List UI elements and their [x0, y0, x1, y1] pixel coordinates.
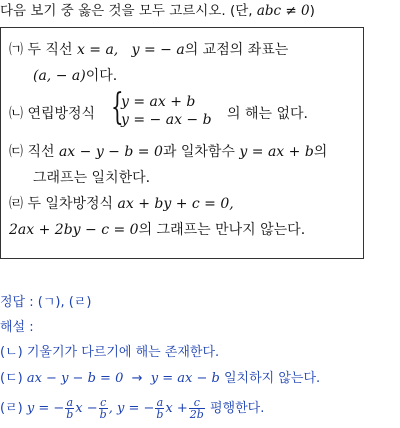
choice-1-prefix: 두 직선 — [27, 42, 77, 58]
solution-2-eq1: ax − y − b = 0 — [26, 371, 124, 386]
choice-1-eq2: y = − a — [131, 42, 185, 58]
choice-2-prefix: 연립방정식 — [27, 106, 96, 122]
choice-3-suffix: 의 — [313, 144, 328, 160]
choice-2 — [9, 105, 95, 123]
choice-4-prefix: 두 일차방정식 — [27, 196, 118, 212]
choice-3-cont: 그래프는 일치한다. — [33, 170, 151, 186]
answer-value: (ㄱ), (ㄹ) — [37, 295, 92, 310]
system-eq-2: y = − ax − b — [121, 112, 212, 128]
fraction-2: $\frac{c}{b}$ — [99, 396, 107, 421]
fraction-3: $\frac{a}{b}$ — [156, 396, 164, 421]
solution-line-3 — [0, 396, 264, 422]
solution-line-1: (ㄴ) 기울기가 다르기에 해는 존재한다. — [0, 345, 220, 360]
answer-label: 정답 : — [0, 295, 38, 310]
choice-2-marker: ㈁ — [9, 106, 23, 122]
choice-1 — [9, 41, 288, 59]
solution-line-2 — [0, 370, 320, 388]
choice-4-eq2: 2ax + 2by − c = 0 — [9, 222, 139, 238]
question-condition: abc ≠ 0 — [256, 3, 310, 19]
solution-label: 해설 : — [0, 320, 34, 335]
solution-2-arrow: → — [131, 371, 143, 386]
choice-3-eq2: y = ax + b — [239, 144, 314, 160]
choice-4-cont — [9, 221, 305, 239]
solution-3-x-minus: x − — [75, 401, 98, 416]
choice-1-cont-suffix: 이다. — [85, 68, 118, 84]
choice-2-suffix: 의 해는 없다. — [227, 106, 308, 122]
solution-2-eq2: y = ax − b — [150, 371, 220, 386]
choice-4-marker: ㈃ — [9, 196, 23, 212]
question-close: ) — [309, 3, 315, 19]
choice-1-cont — [33, 67, 117, 85]
solution-2-suffix: 일치하지 않는다. — [219, 371, 321, 386]
choice-4-cont-suffix: 의 그래프는 만나지 않는다. — [138, 222, 306, 238]
question-text — [0, 2, 400, 20]
answer-line — [0, 294, 91, 312]
solution-3-prefix: (ㄹ) — [0, 401, 27, 416]
solution-2-prefix: (ㄷ) — [0, 371, 27, 386]
system-brace: { — [111, 87, 124, 128]
choice-1-eq1: x = a, — [76, 42, 119, 58]
choices-box — [0, 27, 364, 259]
choice-4-eq1: ax + by + c = 0, — [117, 196, 234, 212]
choice-1-suffix: 의 교점의 좌표는 — [184, 42, 289, 58]
solution-3-y: y = − — [26, 401, 65, 416]
choice-3-marker: ㈂ — [9, 144, 23, 160]
choice-3 — [9, 143, 327, 161]
fraction-4: $\frac{c}{2b}$ — [189, 396, 204, 421]
choice-4 — [9, 195, 234, 213]
choice-3-eq1: ax − y − b = 0 — [58, 144, 163, 160]
question-prompt: 다음 보기 중 옳은 것을 모두 고르시오. (단, — [0, 3, 257, 19]
system-eq-1: y = ax + b — [121, 94, 196, 110]
choice-1-marker: ㈀ — [9, 42, 23, 58]
solution-3-x-plus: x + — [165, 401, 188, 416]
choice-3-mid: 과 일차함수 — [162, 144, 240, 160]
choice-3-prefix: 직선 — [27, 144, 59, 160]
solution-3-sep: , y = − — [108, 401, 155, 416]
solution-3-suffix: 평행한다. — [205, 401, 265, 416]
fraction-1: $\frac{a}{b}$ — [66, 396, 74, 421]
choice-1-point: (a, − a) — [33, 68, 86, 84]
